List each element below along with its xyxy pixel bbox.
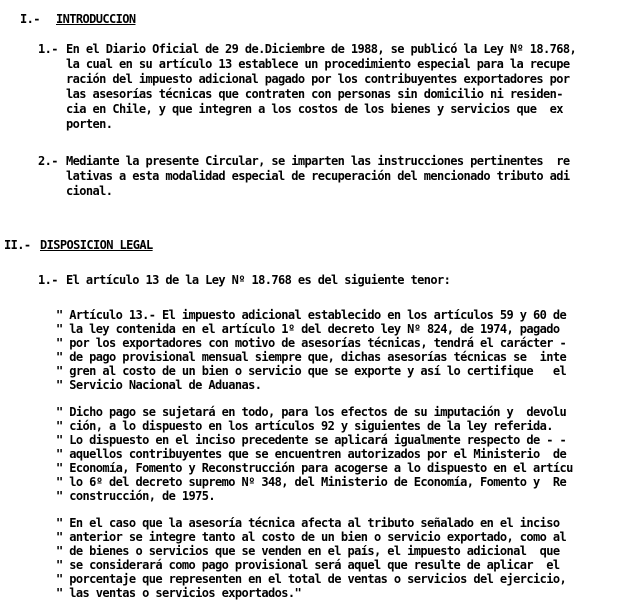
quote-line: " construcción, de 1975. [56, 489, 215, 503]
quote-line: " Servicio Nacional de Aduanas. [56, 378, 262, 392]
quote-line: " Artículo 13.- El impuesto adicional establecido en los artículos 59 y 60 de [56, 308, 567, 322]
text-line: cia en Chile, y que integren a los costos de los bienes y servicios que ex [66, 102, 563, 116]
quote-line: " por los exportadores con motivo de asesorías técnicas, tendrá el carácter - [56, 336, 567, 350]
text-line: En el Diario Oficial de 29 de.Diciembre de 1988, se publicó la Ley Nº 18.768, [66, 42, 577, 56]
section-number: II.- [4, 238, 31, 252]
quote-line: " En el caso que la asesoría técnica afecta al tributo señalado en el inciso [56, 516, 560, 530]
quote-line: " de bienes o servicios que se venden en el país, el impuesto adicional que [56, 544, 560, 558]
text-line: Mediante la presente Circular, se imparten las instrucciones pertinentes re [66, 154, 570, 168]
text-line: porten. [66, 117, 113, 131]
text-line: El artículo 13 de la Ley Nº 18.768 es del siguiente tenor: [66, 273, 451, 287]
quote-line: " las ventas o servicios exportados." [56, 586, 302, 600]
quote-line: " Lo dispuesto en el inciso precedente se aplicará igualmente respecto de - - [56, 433, 567, 447]
paragraph-number: 1.- [38, 42, 58, 56]
text-line: cional. [66, 184, 113, 198]
quote-line: " se considerará como pago provisional será aquel que resulte de aplicar el [56, 558, 560, 572]
quote-line: " lo 6º del decreto supremo Nº 348, del Ministerio de Economía, Fomento y Re [56, 475, 567, 489]
section-number: I.- [20, 12, 40, 26]
text-line: la cual en su artículo 13 establece un procedimiento especial para la recupe [66, 57, 570, 71]
section-heading: DISPOSICION LEGAL [40, 238, 153, 252]
quote-line: " anterior se integre tanto al costo de un bien o servicio exportado, como al [56, 530, 567, 544]
paragraph-number: 1.- [38, 273, 58, 287]
quote-line: " gren al costo de un bien o servicio que se exporte y así lo certifique el [56, 364, 567, 378]
section-heading: INTRODUCCION [56, 12, 136, 26]
quote-line: " Dicho pago se sujetará en todo, para los efectos de su imputación y devolu [56, 405, 567, 419]
quote-line: " porcentaje que representen en el total de ventas o servicios del ejercicio, [56, 572, 567, 586]
text-line: lativas a esta modalidad especial de recuperación del mencionado tributo adi [66, 169, 570, 183]
text-line: las asesorías técnicas que contraten con personas sin domicilio ni residen- [66, 87, 563, 101]
quote-line: " aquellos contribuyentes que se encuentren autorizados por el Ministerio de [56, 447, 567, 461]
quote-line: " Economía, Fomento y Reconstrucción para acogerse a lo dispuesto en el artícu [56, 461, 573, 475]
quote-line: " la ley contenida en el artículo 1º del decreto ley Nº 824, de 1974, pagado [56, 322, 560, 336]
text-line: ración del impuesto adicional pagado por los contribuyentes exportadores por [66, 72, 570, 86]
paragraph-number: 2.- [38, 154, 58, 168]
quote-line: " de pago provisional mensual siempre que, dichas asesorías técnicas se inte [56, 350, 567, 364]
quote-line: " ción, a lo dispuesto en los artículos 92 y siguientes de la ley referida. [56, 419, 553, 433]
